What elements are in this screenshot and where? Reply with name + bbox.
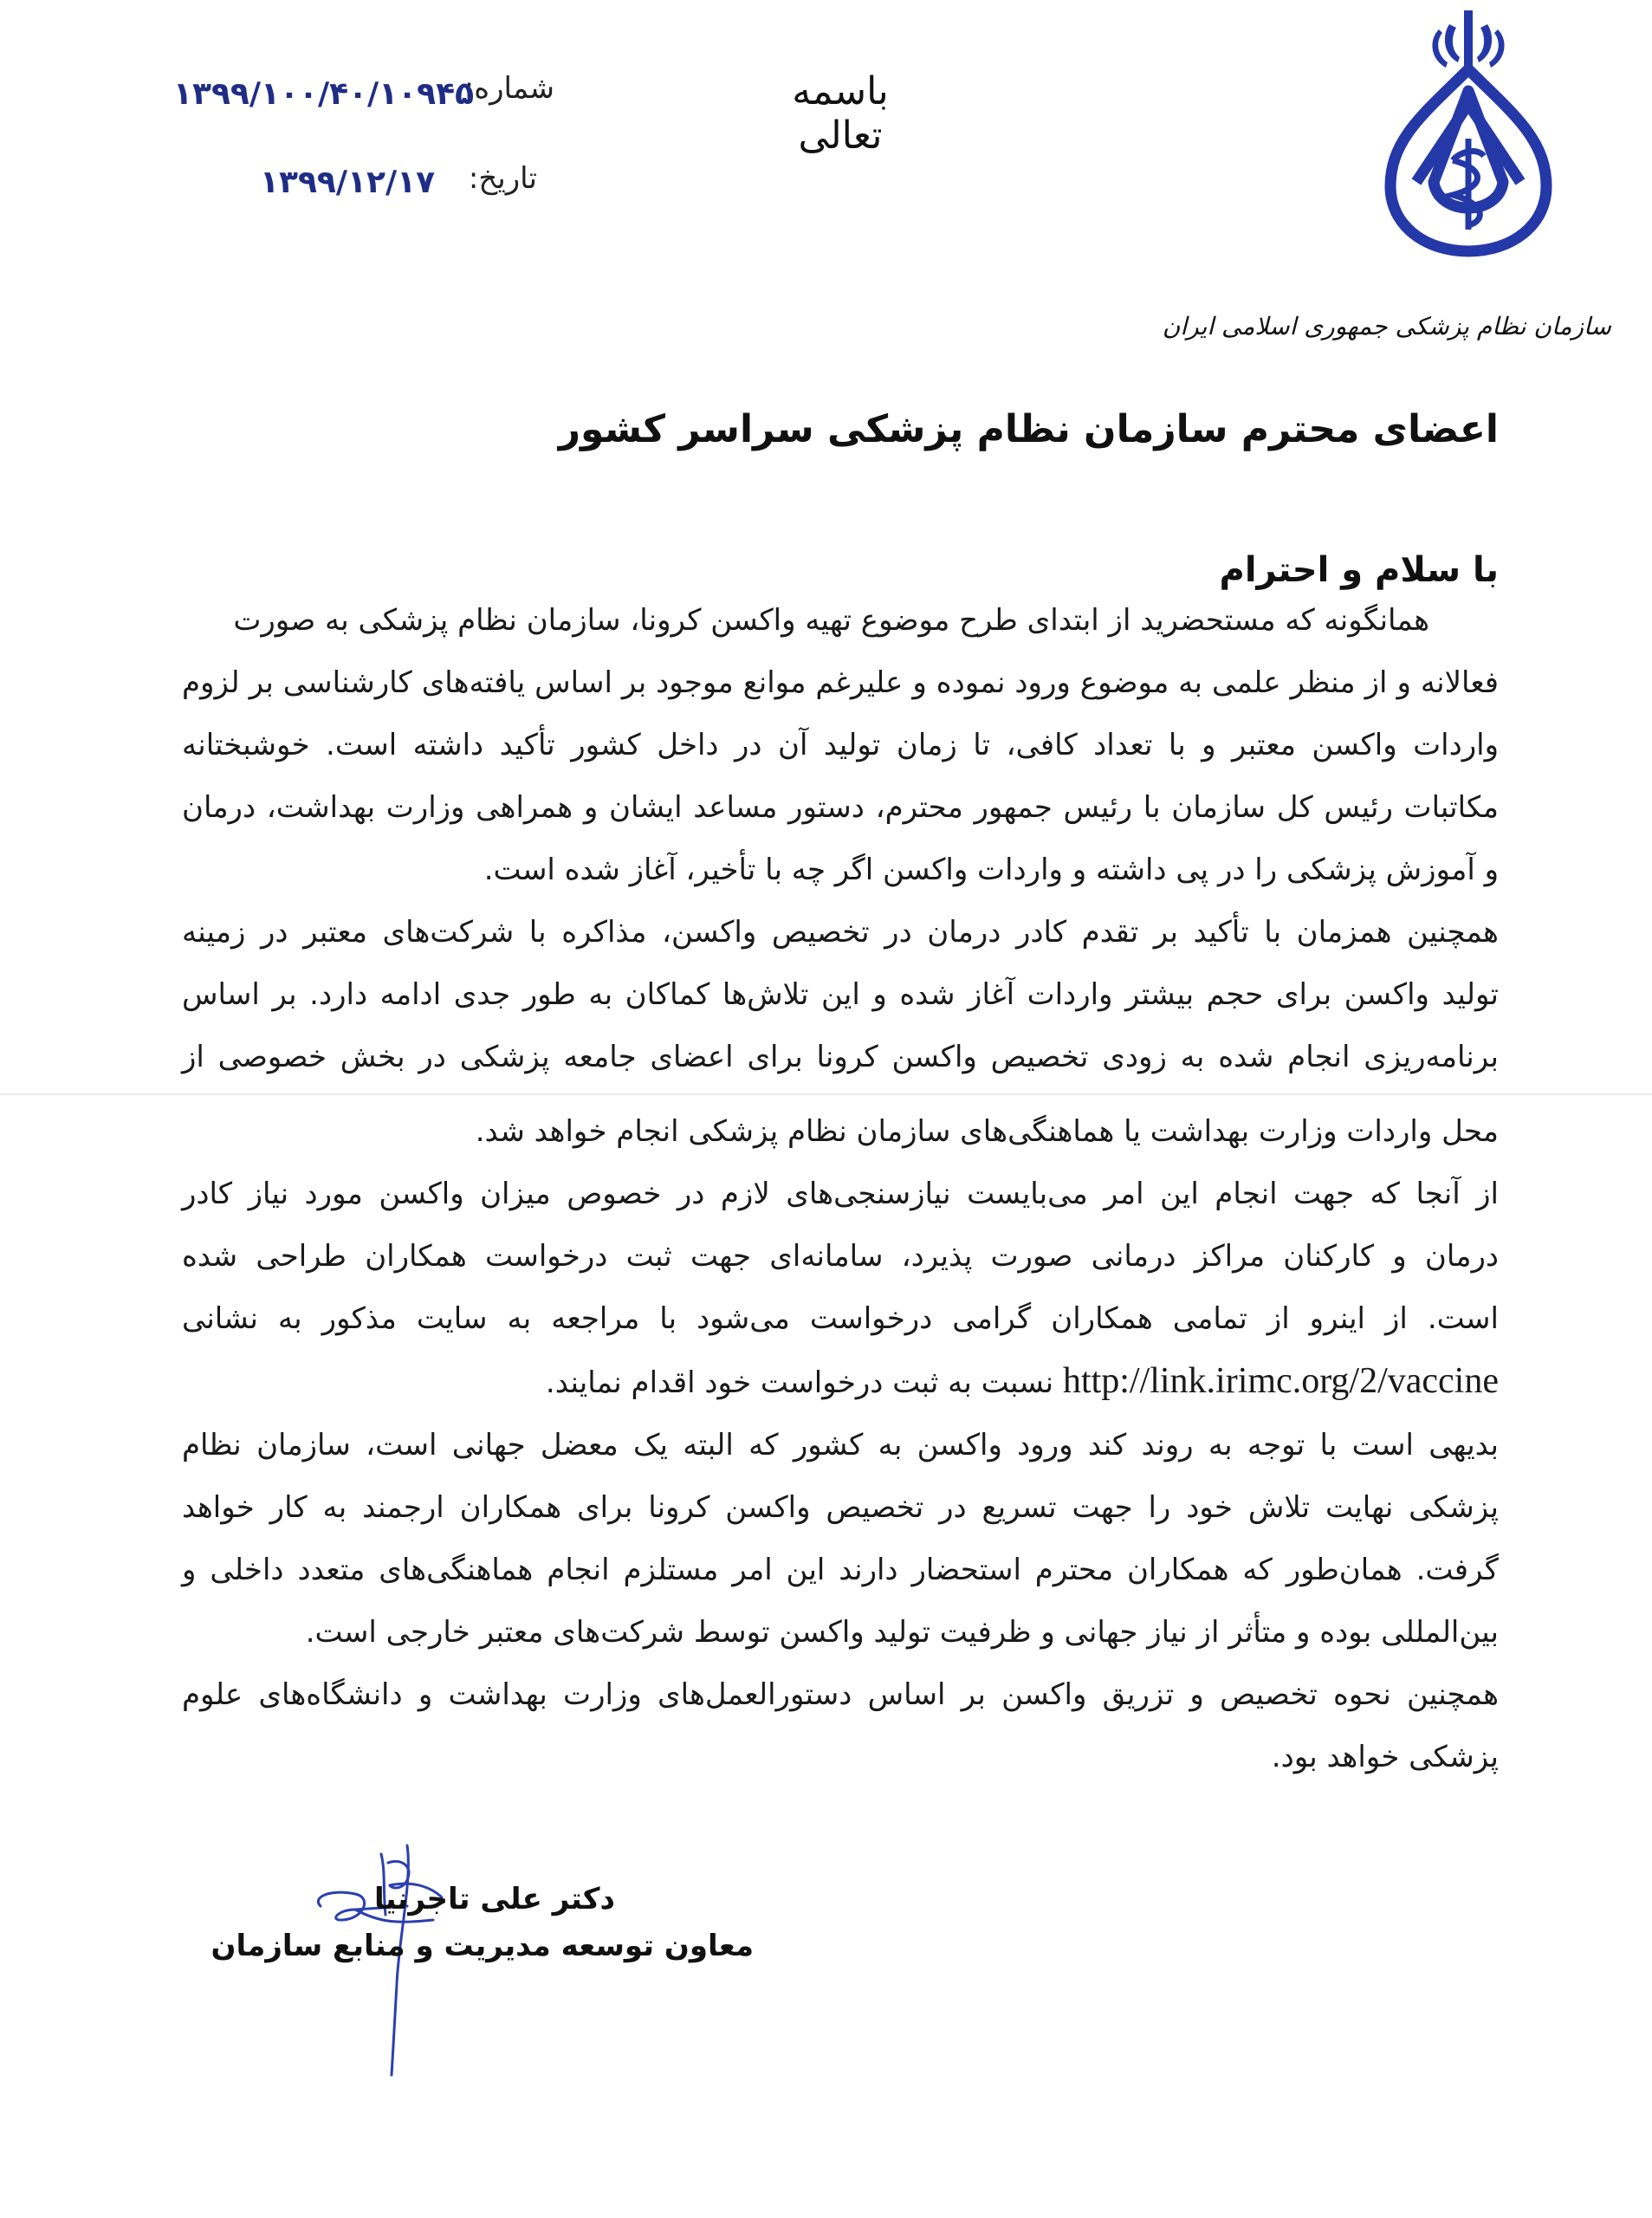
body-line: فعالانه و از منظر علمی به موضوع ورود نموده و علیرغم موانع موجود بر اساس یافته‌های کارشناسی بر لزوم [182,665,1499,700]
url-line [182,1350,1499,1414]
letter-date-label: تاریخ: [468,161,537,196]
signatory-name: دکتر علی تاجرنیا [373,1882,615,1916]
body-line: پزشکی خواهد بود. [1271,1740,1499,1774]
body-line: واردات واکسن معتبر و با تعداد کافی، تا زمان تولید آن در داخل کشور تأکید داشته است. خوشبختانه [182,728,1499,762]
letter-body-continued [182,1100,1499,1788]
body-line: پزشکی نهایت تلاش خود را جهت تسریع در تخصیص واکسن کرونا برای همکاران ارجمند به کار خواهد [182,1490,1499,1525]
logo-caption: سازمان نظام پزشکی جمهوری اسلامی ایران [1162,312,1611,340]
body-line: بین‌المللی بوده و متأثر از نیاز جهانی و ظرفیت تولید واکسن توسط شرکت‌های معتبر خارجی است. [305,1615,1499,1650]
body-line: همچنین نحوه تخصیص و تزریق واکسن بر اساس دستورالعمل‌های وزارت بهداشت و دانشگاه‌های علوم [182,1677,1499,1712]
letter-number-value: ۱۳۹۹/۱۰۰/۴۰/۱۰۹۴۵ [173,76,475,112]
medical-council-emblem-icon [1356,9,1581,269]
body-line: مکاتبات رئیس کل سازمان با رئیس جمهور محترم، دستور مساعد ایشان و همراهی وزارت بهداشت، درمان [182,790,1499,825]
letter-number-label: شماره: [463,71,554,106]
addressee-heading: اعضای محترم سازمان نظام پزشکی سراسر کشور [558,407,1499,451]
body-line: برنامه‌ریزی انجام شده به زودی تخصیص واکسن کرونا برای اعضای جامعه پزشکی در بخش خصوصی از [182,1040,1499,1074]
letter-date-value: ۱۳۹۹/۱۲/۱۷ [260,165,436,200]
signature-scribble-icon [303,1837,494,2097]
body-line: همانگونه که مستحضرید از ابتدای طرح موضوع تهیه واکسن کرونا، سازمان نظام پزشکی به صورت [233,603,1429,638]
body-line: گرفت. همان‌طور که همکاران محترم استحضار دارند این امر مستلزم انجام هماهنگی‌های متعدد داخلی و [182,1553,1499,1587]
body-line: درمان و کارکنان مراکز درمانی صورت پذیرد، سامانه‌ای جهت ثبت درخواست همکاران طراحی شده [182,1239,1499,1274]
body-line: همچنین همزمان با تأکید بر تقدم کادر درمان در تخصیص واکسن، مذاکره با شرکت‌های معتبر در زمینه [182,915,1499,950]
body-line: محل واردات وزارت بهداشت یا هماهنگی‌های سازمان نظام پزشکی انجام خواهد شد. [475,1114,1499,1149]
scan-seam [0,1093,1652,1095]
body-line: و آموزش پزشکی را در پی داشته و واردات واکسن اگر چه با تأخیر، آغاز شده است. [483,853,1499,887]
greeting: با سلام و احترام [1219,550,1499,590]
body-line: از آنجا که جهت انجام این امر می‌بایست نیازسنجی‌های لازم در خصوص میزان واکسن مورد نیاز کادر [182,1177,1499,1211]
signatory-role: معاون توسعه مدیریت و منابع سازمان [211,1929,754,1963]
body-line: است. از اینرو از تمامی همکاران گرامی درخواست می‌شود با مراجعه به سایت مذکور به نشانی [182,1301,1499,1336]
body-line: تولید واکسن برای حجم بیشتر واردات آغاز شده و این تلاش‌ها کماکان به طور جدی ادامه دارد. بر اساس [182,977,1499,1012]
handwritten-signature [303,1837,494,2097]
medical-council-logo [1356,9,1581,269]
url-line-text: نسبت به ثبت درخواست خود اقدام نمایند. [545,1365,1054,1400]
vaccine-registration-link[interactable]: http://link.irimc.org/2/vaccine [1062,1361,1499,1401]
letter-body [182,589,1499,1088]
bismillah-heading: باسمه تعالی [792,69,889,158]
body-line: بدیهی است با توجه به روند کند ورود واکسن به کشور که البته یک معضل جهانی است، سازمان نظام [182,1428,1499,1462]
